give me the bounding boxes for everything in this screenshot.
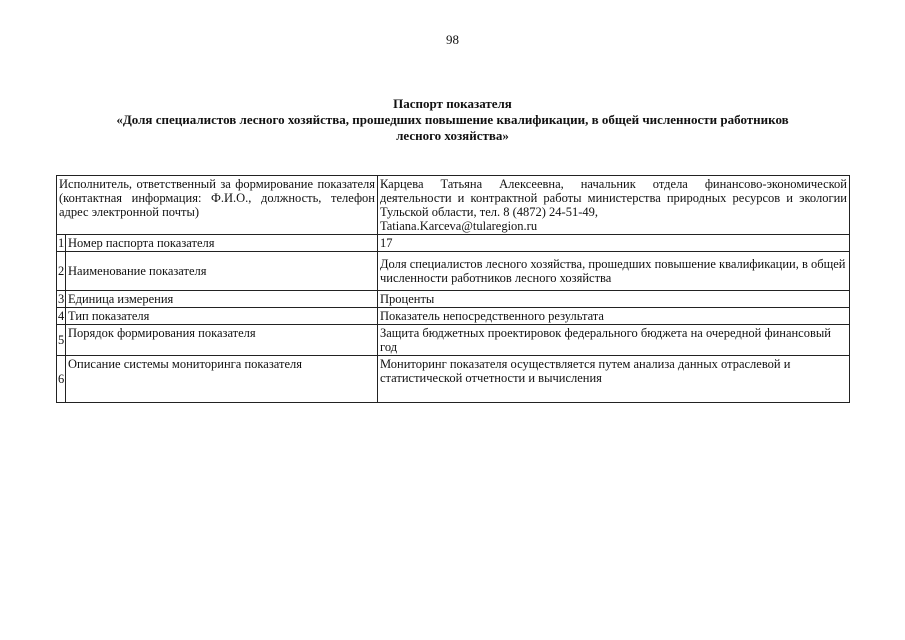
row-label: Наименование показателя: [66, 252, 378, 291]
table-row: [57, 235, 850, 252]
row-number: 3: [58, 292, 65, 306]
table-row: [57, 252, 850, 291]
table-row: [57, 325, 850, 356]
row-number: 2: [57, 252, 66, 291]
row-value: Защита бюджетных проектировок федерального бюджета на очередной финансовый год: [378, 325, 850, 356]
row-label: Тип показателя: [66, 308, 378, 325]
page-number: 98: [446, 32, 459, 47]
indicator-passport-table: [56, 175, 850, 403]
table-row-contact: [57, 176, 850, 235]
row-value: Проценты: [378, 291, 850, 308]
row-value: 17: [378, 235, 850, 252]
row-value: Мониторинг показателя осуществляется путем анализа данных отраслевой и статистической отчетности и вычисления: [378, 356, 850, 403]
row-number: 6: [57, 356, 66, 403]
contact-email: Tatiana.Karceva@tularegion.ru: [380, 219, 538, 233]
row-number: 1: [58, 236, 65, 250]
heading-title: Паспорт показателя: [393, 96, 512, 111]
row-value: Показатель непосредственного результата: [378, 308, 850, 325]
row-label: Номер паспорта показателя: [66, 235, 378, 252]
table-row: [57, 308, 850, 325]
row-number: 5: [57, 325, 66, 356]
row-label: Описание системы мониторинга показателя: [66, 356, 378, 403]
row-label: Порядок формирования показателя: [66, 325, 378, 356]
table-row: [57, 356, 850, 403]
heading-indicator-name-line1: «Доля специалистов лесного хозяйства, прошедших повышение квалификации, в общей численности работников: [116, 112, 789, 127]
contact-person: Карцева Татьяна Алексеевна, начальник отдела финансово-экономической деятельности и контрактной работы министерства природных ресурсов и экологии Тульской области, тел. 8 (4872) 24-51-49,: [380, 177, 847, 219]
row-value: Доля специалистов лесного хозяйства, прошедших повышение квалификации, в общей численности работников лесного хозяйства: [378, 252, 850, 291]
contact-value: [378, 176, 850, 235]
contact-label: Исполнитель, ответственный за формирование показателя (контактная информация: Ф.И.О., должность, телефон адрес электронной почты): [57, 176, 378, 235]
row-label: Единица измерения: [66, 291, 378, 308]
heading-indicator-name-line2: лесного хозяйства»: [396, 128, 509, 143]
document-heading: [40, 96, 865, 144]
table-row: [57, 291, 850, 308]
row-number: 4: [58, 309, 65, 323]
